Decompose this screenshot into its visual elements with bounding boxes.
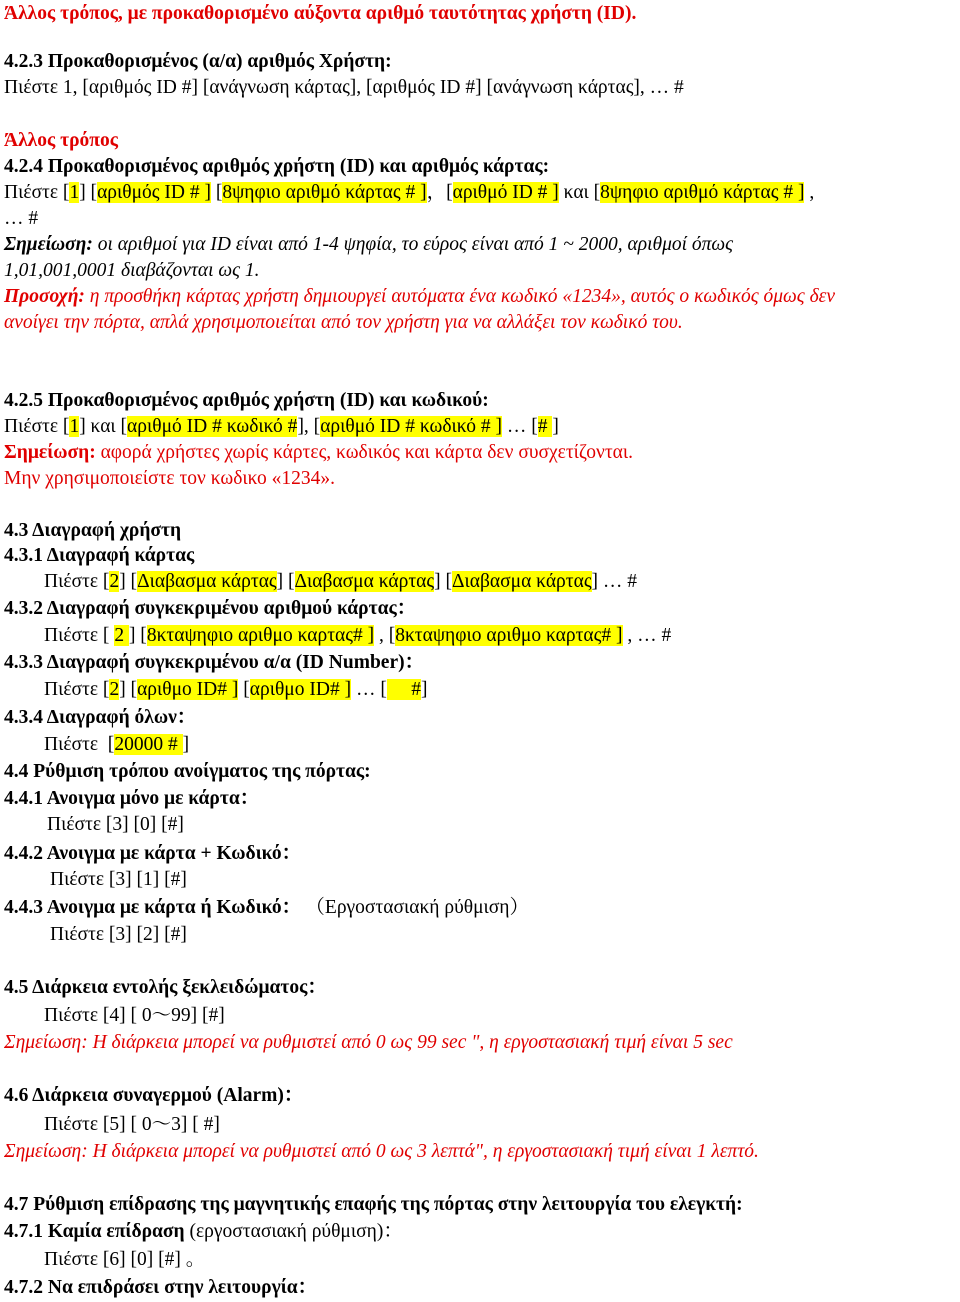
factory-setting-note: （Εργοστασιακή ρύθμιση） <box>315 897 529 918</box>
command-4-3-3 <box>44 678 427 702</box>
note-4-2-4 <box>4 233 733 257</box>
cmd-text: ] <box>182 734 190 755</box>
note-4-6: Σημείωση: Η διάρκεια μπορεί να ρυθμιστεί από 0 ως 3 λεπτά", η εργοστασιακή τιμή είναι 1 λεπτό. <box>4 1141 759 1162</box>
cmd-highlight: 1 <box>69 182 80 203</box>
note-text: οι αριθμοί για ID είναι από 1-4 ψηφία, το εύρος είναι από 1 ~ 2000, αριθμοί όπως <box>92 234 734 255</box>
section-heading-4-6: 4.6 Διάρκεια συναγερμού (Alarm)： <box>4 1085 304 1106</box>
cmd-highlight: αριθμό ID # κωδικό # ] <box>320 416 502 437</box>
cmd-text: [ <box>238 679 250 700</box>
cmd-text: … [ <box>501 416 538 437</box>
section-heading-4-4-3: 4.4.3 Ανοιγμα με κάρτα ή Κωδικό： <box>4 897 302 918</box>
cmd-highlight: Διαβασμα κάρτας <box>137 571 277 592</box>
section-heading-4-4-3-line <box>4 896 529 920</box>
cmd-highlight: αριθμό ID # ] <box>452 182 559 203</box>
cmd-highlight: αριθμο ID# ] <box>137 679 239 700</box>
cmd-text: Πιέστε [ <box>4 182 70 203</box>
section-heading-4-4-1: 4.4.1 Ανοιγμα μόνο με κάρτα： <box>4 788 260 809</box>
cmd-text: ] [ <box>79 182 98 203</box>
section-heading-4-2-3: 4.2.3 Προκαθορισμένος (α/α) αριθμός Χρήστη: <box>4 51 392 72</box>
note-4-2-5 <box>4 441 633 465</box>
note-label: Σημείωση: <box>4 234 93 255</box>
section-heading-4-2-4: 4.2.4 Προκαθορισμένος αριθμός χρήστη (ID) και αριθμός κάρτας: <box>4 156 550 177</box>
cmd-text: , [ <box>374 625 396 646</box>
section-heading-4-4: 4.4 Ρύθμιση τρόπου ανοίγματος της πόρτας: <box>4 761 371 782</box>
command-4-6: Πιέστε [5] [ 0～3] [ #] <box>44 1114 220 1135</box>
note-label: Σημείωση: <box>4 442 96 463</box>
factory-setting-note: (εργοστασιακή ρύθμιση)： <box>184 1221 403 1242</box>
note-4-2-4-line2: 1,01,001,0001 διαβάζονται ως 1. <box>4 260 260 281</box>
cmd-highlight: 8ψηφιο αριθμό κάρτας # ] <box>600 182 805 203</box>
cmd-text: ], [ <box>297 416 321 437</box>
command-4-3-2 <box>44 624 671 648</box>
cmd-text: ] [ <box>434 571 452 592</box>
section-heading-4-2-5: 4.2.5 Προκαθορισμένος αριθμός χρήστη (ID) και κωδικού: <box>4 390 489 411</box>
command-4-2-5 <box>4 415 559 439</box>
section-heading-4-3-1: 4.3.1 Διαγραφή κάρτας <box>4 545 195 566</box>
cmd-highlight: 20000 # <box>114 734 183 755</box>
cmd-highlight: 2 <box>114 625 129 646</box>
cmd-text: ] … # <box>591 571 638 592</box>
command-4-4-1: Πιέστε [3] [0] [#] <box>47 814 184 835</box>
section-heading-4-3-4: 4.3.4 Διαγραφή όλων： <box>4 707 197 728</box>
note-text: αφορά χρήστες χωρίς κάρτες, κωδικός και κάρτα δεν συσχετίζονται. <box>95 442 634 463</box>
cmd-highlight: αριθμο ID# ] <box>249 679 352 700</box>
command-4-3-1 <box>44 570 637 594</box>
section-heading-4-3-2: 4.3.2 Διαγραφή συγκεκριμένου αριθμού κάρτας： <box>4 598 417 619</box>
cmd-highlight: αριθμός ID # ] <box>97 182 211 203</box>
cmd-text: … [ <box>351 679 387 700</box>
command-4-3-4 <box>44 733 189 757</box>
cmd-highlight: 2 <box>109 679 120 700</box>
alt-method-line: Άλλος τρόπος, με προκαθορισμένο αύξοντα αριθμό ταυτότητας χρήστη (ID). <box>4 3 637 24</box>
cmd-highlight: 2 <box>109 571 120 592</box>
cmd-text: ] [ <box>128 625 147 646</box>
cmd-highlight: Διαβασμα κάρτας <box>451 571 592 592</box>
cmd-text: ] [ <box>276 571 295 592</box>
command-4-4-3: Πιέστε [3] [2] [#] <box>50 924 187 945</box>
cmd-text: ] [ <box>119 679 138 700</box>
section-heading-4-7-2: 4.7.2 Να επιδράσει στην λειτουργία： <box>4 1277 318 1298</box>
cmd-highlight: Διαβασμα κάρτας <box>294 571 435 592</box>
note-4-5: Σημείωση: Η διάρκεια μπορεί να ρυθμιστεί από 0 ως 99 sec ", η εργοστασιακή τιμή είναι 5 sec <box>4 1032 733 1053</box>
cmd-text: [ <box>210 182 223 203</box>
section-heading-4-7: 4.7 Ρύθμιση επίδρασης της μαγνητικής επαφής της πόρτας στην λειτουργία του ελεγκτή: <box>4 1194 743 1215</box>
cmd-highlight: 8ψηφιο αριθμό κάρτας # ] <box>222 182 427 203</box>
command-4-2-3: Πιέστε 1, [αριθμός ID #] [ανάγνωση κάρτας], [αριθμός ID #] [ανάγνωση κάρτας], … # <box>4 77 684 98</box>
note-4-2-5-line2: Μην χρησιμοποιείστε τον κωδικο «1234». <box>4 468 336 489</box>
section-heading-4-3: 4.3 Διαγραφή χρήστη <box>4 520 182 541</box>
cmd-text: ] <box>420 679 428 700</box>
cmd-text: Πιέστε [ <box>44 679 110 700</box>
cmd-highlight: 8κταψηφιο αριθμο καρτας# ] <box>146 625 375 646</box>
section-heading-4-4-2: 4.4.2 Ανοιγμα με κάρτα + Κωδικό： <box>4 843 302 864</box>
section-heading-4-5: 4.5 Διάρκεια εντολής ξεκλειδώματος： <box>4 977 327 998</box>
warning-text: η προσθήκη κάρτας χρήστη δημιουργεί αυτόματα ένα κωδικό «1234», αυτός ο κωδικός όμως δεν <box>84 286 836 307</box>
command-4-7-1: Πιέστε [6] [0] [#] 。 <box>44 1249 206 1270</box>
warning-label: Προσοχή: <box>4 286 85 307</box>
cmd-highlight: # <box>386 679 421 700</box>
section-heading-4-7-1-line <box>4 1220 403 1244</box>
section-heading-4-7-1: 4.7.1 Καμία επίδραση <box>4 1221 185 1242</box>
command-4-5: Πιέστε [4] [ 0～99] [#] <box>44 1005 225 1026</box>
cmd-highlight: 8κταψηφιο αριθμο καρτας# ] <box>395 625 623 646</box>
section-heading-4-3-3: 4.3.3 Διαγραφή συγκεκριμένου α/α (ID Number)： <box>4 652 425 673</box>
cmd-text: Πιέστε [ <box>44 734 115 755</box>
cmd-highlight: αριθμό ID # κωδικό # <box>127 416 298 437</box>
cmd-text: και [ <box>558 182 601 203</box>
warning-4-2-4 <box>4 285 835 309</box>
cmd-text: Πιέστε [ <box>44 625 115 646</box>
cmd-highlight: 1 <box>69 416 80 437</box>
cmd-text: , <box>804 182 815 203</box>
cmd-text: Πιέστε [ <box>4 416 70 437</box>
cmd-text: ] [ <box>119 571 138 592</box>
command-4-4-2: Πιέστε [3] [1] [#] <box>50 869 187 890</box>
cmd-text: , … # <box>622 625 672 646</box>
warning-4-2-4-line2: ανοίγει την πόρτα, απλά χρησιμοποιείται από τον χρήστη για να αλλάξει τον κωδικό του. <box>4 312 683 333</box>
cmd-text: ，[ <box>426 182 453 203</box>
cmd-text: ] <box>552 416 559 437</box>
command-4-2-4 <box>4 181 814 205</box>
cmd-text: Πιέστε [ <box>44 571 110 592</box>
cmd-highlight: # <box>537 416 553 437</box>
cmd-text: ] και [ <box>79 416 128 437</box>
alt-method-heading: Άλλος τρόπος <box>4 130 118 151</box>
command-4-2-4-continued: … # <box>4 208 39 229</box>
